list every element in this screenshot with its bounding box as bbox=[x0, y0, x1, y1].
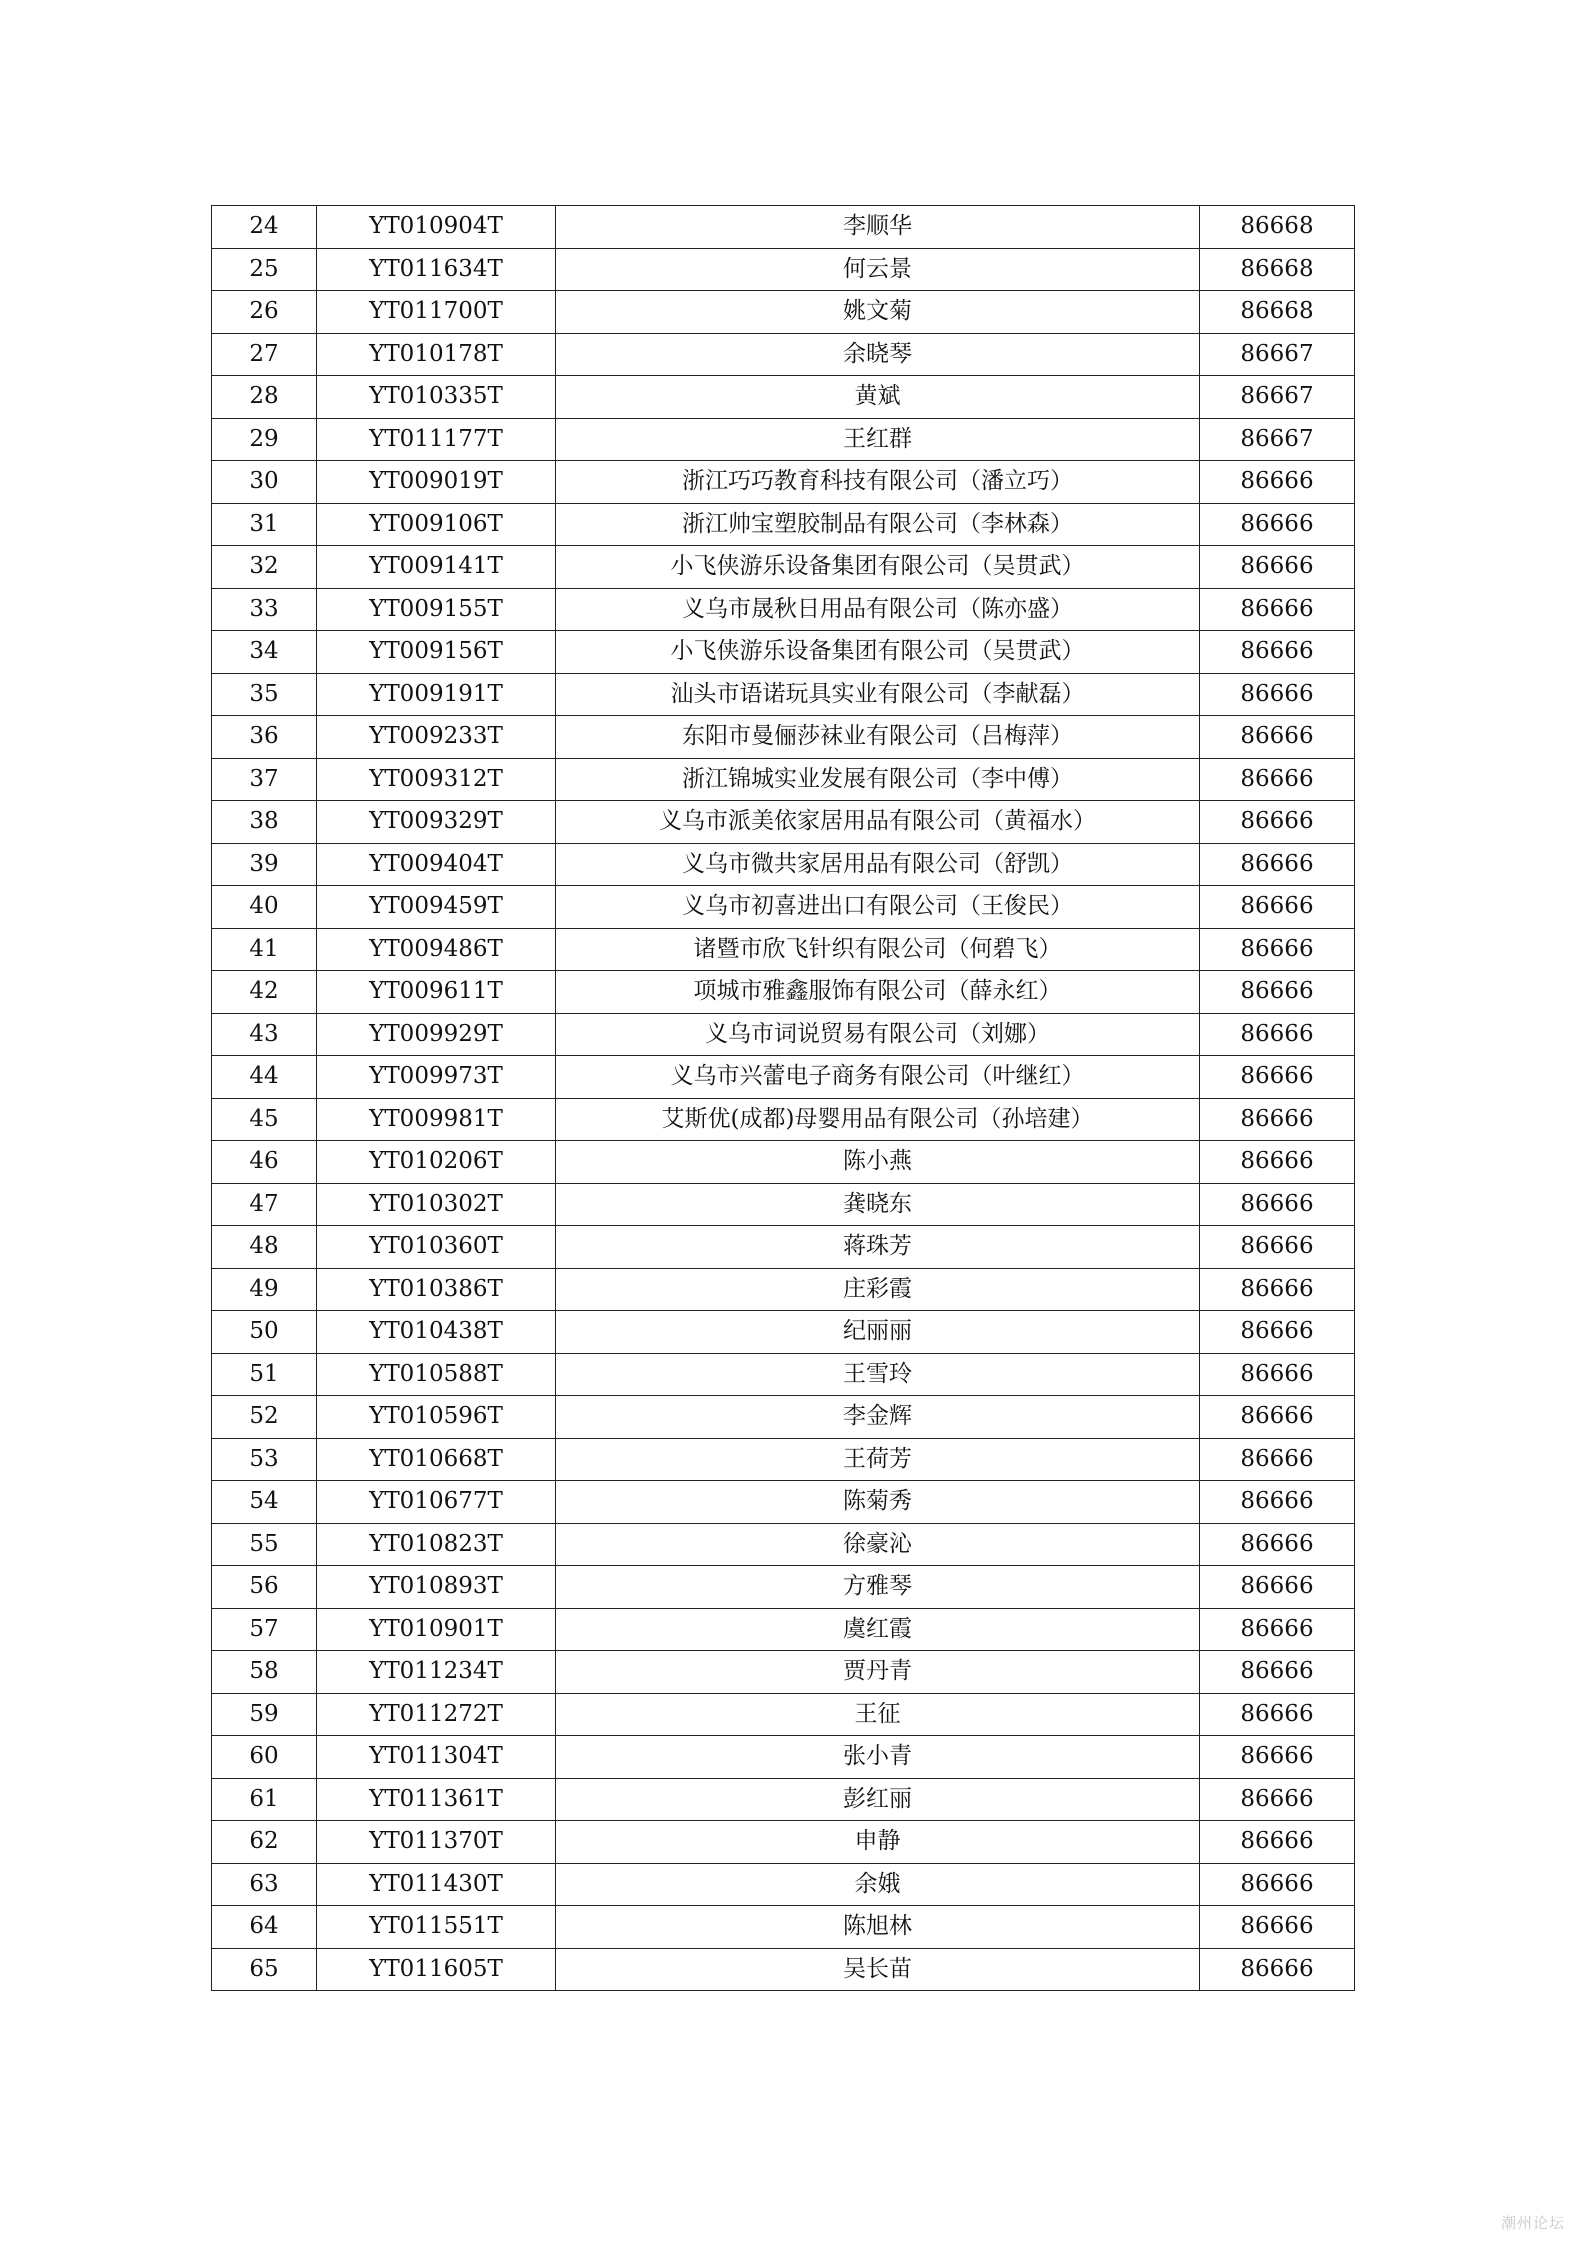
score-cell: 86666 bbox=[1200, 1438, 1355, 1481]
score-cell: 86666 bbox=[1200, 588, 1355, 631]
row-number-cell: 26 bbox=[212, 291, 317, 334]
table-row bbox=[212, 886, 1355, 929]
entry-code-cell: YT010893T bbox=[317, 1566, 556, 1609]
score-cell: 86666 bbox=[1200, 546, 1355, 589]
score-cell: 86666 bbox=[1200, 1353, 1355, 1396]
table-row bbox=[212, 1098, 1355, 1141]
entry-name-cell: 吴长苗 bbox=[556, 1948, 1200, 1991]
entry-name-cell: 义乌市晟秋日用品有限公司（陈亦盛） bbox=[556, 588, 1200, 631]
table-row bbox=[212, 291, 1355, 334]
row-number-cell: 31 bbox=[212, 503, 317, 546]
score-cell: 86667 bbox=[1200, 333, 1355, 376]
row-number-cell: 52 bbox=[212, 1396, 317, 1439]
score-cell: 86666 bbox=[1200, 631, 1355, 674]
row-number-cell: 24 bbox=[212, 206, 317, 249]
row-number-cell: 48 bbox=[212, 1226, 317, 1269]
entry-name-cell: 李金辉 bbox=[556, 1396, 1200, 1439]
entry-name-cell: 项城市雅鑫服饰有限公司（薛永红） bbox=[556, 971, 1200, 1014]
entry-code-cell: YT009019T bbox=[317, 461, 556, 504]
row-number-cell: 54 bbox=[212, 1481, 317, 1524]
row-number-cell: 27 bbox=[212, 333, 317, 376]
row-number-cell: 43 bbox=[212, 1013, 317, 1056]
score-cell: 86666 bbox=[1200, 886, 1355, 929]
table-row bbox=[212, 1651, 1355, 1694]
score-cell: 86666 bbox=[1200, 971, 1355, 1014]
table-row bbox=[212, 1608, 1355, 1651]
entry-name-cell: 王征 bbox=[556, 1693, 1200, 1736]
table-row bbox=[212, 673, 1355, 716]
entry-name-cell: 黄斌 bbox=[556, 376, 1200, 419]
row-number-cell: 39 bbox=[212, 843, 317, 886]
entry-code-cell: YT010596T bbox=[317, 1396, 556, 1439]
table-row bbox=[212, 971, 1355, 1014]
table-row bbox=[212, 1481, 1355, 1524]
row-number-cell: 60 bbox=[212, 1736, 317, 1779]
score-cell: 86666 bbox=[1200, 716, 1355, 759]
score-cell: 86666 bbox=[1200, 801, 1355, 844]
entry-code-cell: YT010901T bbox=[317, 1608, 556, 1651]
row-number-cell: 35 bbox=[212, 673, 317, 716]
table-row bbox=[212, 1736, 1355, 1779]
score-cell: 86666 bbox=[1200, 1056, 1355, 1099]
row-number-cell: 40 bbox=[212, 886, 317, 929]
table-row bbox=[212, 1183, 1355, 1226]
entry-name-cell: 陈小燕 bbox=[556, 1141, 1200, 1184]
table-row bbox=[212, 1226, 1355, 1269]
table-row bbox=[212, 758, 1355, 801]
entry-code-cell: YT009233T bbox=[317, 716, 556, 759]
row-number-cell: 49 bbox=[212, 1268, 317, 1311]
score-cell: 86666 bbox=[1200, 1098, 1355, 1141]
row-number-cell: 58 bbox=[212, 1651, 317, 1694]
score-cell: 86666 bbox=[1200, 1523, 1355, 1566]
entry-code-cell: YT009486T bbox=[317, 928, 556, 971]
score-cell: 86666 bbox=[1200, 673, 1355, 716]
entry-name-cell: 余晓琴 bbox=[556, 333, 1200, 376]
entry-code-cell: YT011700T bbox=[317, 291, 556, 334]
row-number-cell: 57 bbox=[212, 1608, 317, 1651]
entry-name-cell: 贾丹青 bbox=[556, 1651, 1200, 1694]
entry-name-cell: 陈旭林 bbox=[556, 1906, 1200, 1949]
table-row bbox=[212, 1056, 1355, 1099]
score-cell: 86668 bbox=[1200, 206, 1355, 249]
row-number-cell: 46 bbox=[212, 1141, 317, 1184]
entry-code-cell: YT009459T bbox=[317, 886, 556, 929]
entry-code-cell: YT010668T bbox=[317, 1438, 556, 1481]
score-cell: 86666 bbox=[1200, 1141, 1355, 1184]
table-row bbox=[212, 843, 1355, 886]
entry-name-cell: 庄彩霞 bbox=[556, 1268, 1200, 1311]
score-cell: 86666 bbox=[1200, 1906, 1355, 1949]
entry-name-cell: 方雅琴 bbox=[556, 1566, 1200, 1609]
table-row bbox=[212, 1693, 1355, 1736]
row-number-cell: 62 bbox=[212, 1821, 317, 1864]
entry-name-cell: 蒋珠芳 bbox=[556, 1226, 1200, 1269]
score-cell: 86666 bbox=[1200, 1013, 1355, 1056]
row-number-cell: 61 bbox=[212, 1778, 317, 1821]
table-row bbox=[212, 1906, 1355, 1949]
entry-code-cell: YT009156T bbox=[317, 631, 556, 674]
entry-code-cell: YT009981T bbox=[317, 1098, 556, 1141]
row-number-cell: 28 bbox=[212, 376, 317, 419]
entry-code-cell: YT011370T bbox=[317, 1821, 556, 1864]
entry-code-cell: YT011177T bbox=[317, 418, 556, 461]
entry-code-cell: YT010823T bbox=[317, 1523, 556, 1566]
table-row bbox=[212, 716, 1355, 759]
table-row bbox=[212, 1268, 1355, 1311]
entry-code-cell: YT009611T bbox=[317, 971, 556, 1014]
entry-code-cell: YT009929T bbox=[317, 1013, 556, 1056]
table-row bbox=[212, 928, 1355, 971]
table-row bbox=[212, 418, 1355, 461]
row-number-cell: 44 bbox=[212, 1056, 317, 1099]
entry-name-cell: 王荷芳 bbox=[556, 1438, 1200, 1481]
table-row bbox=[212, 1311, 1355, 1354]
table-row bbox=[212, 1948, 1355, 1991]
score-cell: 86666 bbox=[1200, 1566, 1355, 1609]
row-number-cell: 30 bbox=[212, 461, 317, 504]
row-number-cell: 25 bbox=[212, 248, 317, 291]
row-number-cell: 45 bbox=[212, 1098, 317, 1141]
entry-name-cell: 余娥 bbox=[556, 1863, 1200, 1906]
entry-code-cell: YT011234T bbox=[317, 1651, 556, 1694]
entry-code-cell: YT009155T bbox=[317, 588, 556, 631]
score-cell: 86668 bbox=[1200, 248, 1355, 291]
score-cell: 86666 bbox=[1200, 1481, 1355, 1524]
entry-name-cell: 何云景 bbox=[556, 248, 1200, 291]
entry-name-cell: 虞红霞 bbox=[556, 1608, 1200, 1651]
table-row bbox=[212, 248, 1355, 291]
table-row bbox=[212, 1523, 1355, 1566]
row-number-cell: 56 bbox=[212, 1566, 317, 1609]
score-cell: 86666 bbox=[1200, 1778, 1355, 1821]
entry-name-cell: 李顺华 bbox=[556, 206, 1200, 249]
table-row bbox=[212, 546, 1355, 589]
results-table bbox=[211, 205, 1355, 1991]
entry-name-cell: 小飞侠游乐设备集团有限公司（吴贯武） bbox=[556, 631, 1200, 674]
table-row bbox=[212, 631, 1355, 674]
table-row bbox=[212, 1863, 1355, 1906]
entry-code-cell: YT009191T bbox=[317, 673, 556, 716]
score-cell: 86666 bbox=[1200, 1736, 1355, 1779]
entry-name-cell: 艾斯优(成都)母婴用品有限公司（孙培建） bbox=[556, 1098, 1200, 1141]
entry-code-cell: YT009404T bbox=[317, 843, 556, 886]
table-row bbox=[212, 503, 1355, 546]
entry-name-cell: 义乌市词说贸易有限公司（刘娜） bbox=[556, 1013, 1200, 1056]
entry-name-cell: 纪丽丽 bbox=[556, 1311, 1200, 1354]
score-cell: 86666 bbox=[1200, 758, 1355, 801]
row-number-cell: 64 bbox=[212, 1906, 317, 1949]
row-number-cell: 47 bbox=[212, 1183, 317, 1226]
entry-code-cell: YT010386T bbox=[317, 1268, 556, 1311]
entry-code-cell: YT010588T bbox=[317, 1353, 556, 1396]
score-cell: 86667 bbox=[1200, 376, 1355, 419]
entry-code-cell: YT011551T bbox=[317, 1906, 556, 1949]
row-number-cell: 42 bbox=[212, 971, 317, 1014]
row-number-cell: 38 bbox=[212, 801, 317, 844]
table-row bbox=[212, 206, 1355, 249]
entry-code-cell: YT009329T bbox=[317, 801, 556, 844]
entry-name-cell: 东阳市曼俪莎袜业有限公司（吕梅萍） bbox=[556, 716, 1200, 759]
table-row bbox=[212, 376, 1355, 419]
table-row bbox=[212, 1821, 1355, 1864]
entry-code-cell: YT011634T bbox=[317, 248, 556, 291]
table-row bbox=[212, 1438, 1355, 1481]
row-number-cell: 65 bbox=[212, 1948, 317, 1991]
entry-name-cell: 姚文菊 bbox=[556, 291, 1200, 334]
row-number-cell: 33 bbox=[212, 588, 317, 631]
entry-code-cell: YT011361T bbox=[317, 1778, 556, 1821]
results-table-body bbox=[212, 206, 1355, 1991]
table-row bbox=[212, 1353, 1355, 1396]
entry-name-cell: 徐豪沁 bbox=[556, 1523, 1200, 1566]
entry-code-cell: YT010335T bbox=[317, 376, 556, 419]
table-row bbox=[212, 461, 1355, 504]
entry-name-cell: 义乌市微共家居用品有限公司（舒凯） bbox=[556, 843, 1200, 886]
site-watermark: 潮州论坛 bbox=[1500, 2214, 1565, 2232]
score-cell: 86668 bbox=[1200, 291, 1355, 334]
entry-name-cell: 浙江巧巧教育科技有限公司（潘立巧） bbox=[556, 461, 1200, 504]
entry-name-cell: 诸暨市欣飞针织有限公司（何碧飞） bbox=[556, 928, 1200, 971]
score-cell: 86666 bbox=[1200, 1268, 1355, 1311]
row-number-cell: 29 bbox=[212, 418, 317, 461]
entry-code-cell: YT009106T bbox=[317, 503, 556, 546]
entry-code-cell: YT009973T bbox=[317, 1056, 556, 1099]
table-row bbox=[212, 588, 1355, 631]
entry-code-cell: YT009312T bbox=[317, 758, 556, 801]
score-cell: 86666 bbox=[1200, 1311, 1355, 1354]
row-number-cell: 63 bbox=[212, 1863, 317, 1906]
table-row bbox=[212, 801, 1355, 844]
entry-name-cell: 义乌市初喜进出口有限公司（王俊民） bbox=[556, 886, 1200, 929]
entry-code-cell: YT010677T bbox=[317, 1481, 556, 1524]
entry-name-cell: 王雪玲 bbox=[556, 1353, 1200, 1396]
entry-name-cell: 彭红丽 bbox=[556, 1778, 1200, 1821]
table-row bbox=[212, 1396, 1355, 1439]
score-cell: 86666 bbox=[1200, 1608, 1355, 1651]
entry-code-cell: YT010360T bbox=[317, 1226, 556, 1269]
entry-code-cell: YT010438T bbox=[317, 1311, 556, 1354]
entry-name-cell: 小飞侠游乐设备集团有限公司（吴贯武） bbox=[556, 546, 1200, 589]
entry-name-cell: 义乌市兴蕾电子商务有限公司（叶继红） bbox=[556, 1056, 1200, 1099]
table-row bbox=[212, 1566, 1355, 1609]
entry-code-cell: YT010302T bbox=[317, 1183, 556, 1226]
entry-name-cell: 申静 bbox=[556, 1821, 1200, 1864]
row-number-cell: 55 bbox=[212, 1523, 317, 1566]
score-cell: 86667 bbox=[1200, 418, 1355, 461]
row-number-cell: 32 bbox=[212, 546, 317, 589]
entry-code-cell: YT010178T bbox=[317, 333, 556, 376]
score-cell: 86666 bbox=[1200, 1821, 1355, 1864]
table-row bbox=[212, 1141, 1355, 1184]
entry-name-cell: 浙江锦城实业发展有限公司（李中傅） bbox=[556, 758, 1200, 801]
entry-code-cell: YT010904T bbox=[317, 206, 556, 249]
table-row bbox=[212, 333, 1355, 376]
entry-name-cell: 王红群 bbox=[556, 418, 1200, 461]
score-cell: 86666 bbox=[1200, 928, 1355, 971]
entry-code-cell: YT011304T bbox=[317, 1736, 556, 1779]
table-row bbox=[212, 1778, 1355, 1821]
score-cell: 86666 bbox=[1200, 1396, 1355, 1439]
entry-code-cell: YT011272T bbox=[317, 1693, 556, 1736]
score-cell: 86666 bbox=[1200, 1863, 1355, 1906]
row-number-cell: 59 bbox=[212, 1693, 317, 1736]
row-number-cell: 34 bbox=[212, 631, 317, 674]
entry-name-cell: 张小青 bbox=[556, 1736, 1200, 1779]
score-cell: 86666 bbox=[1200, 461, 1355, 504]
table-row bbox=[212, 1013, 1355, 1056]
score-cell: 86666 bbox=[1200, 1226, 1355, 1269]
entry-name-cell: 浙江帅宝塑胶制品有限公司（李林森） bbox=[556, 503, 1200, 546]
score-cell: 86666 bbox=[1200, 1651, 1355, 1694]
score-cell: 86666 bbox=[1200, 503, 1355, 546]
score-cell: 86666 bbox=[1200, 1693, 1355, 1736]
row-number-cell: 41 bbox=[212, 928, 317, 971]
entry-name-cell: 汕头市语诺玩具实业有限公司（李献磊） bbox=[556, 673, 1200, 716]
row-number-cell: 37 bbox=[212, 758, 317, 801]
entry-code-cell: YT011605T bbox=[317, 1948, 556, 1991]
entry-code-cell: YT011430T bbox=[317, 1863, 556, 1906]
score-cell: 86666 bbox=[1200, 1183, 1355, 1226]
entry-code-cell: YT009141T bbox=[317, 546, 556, 589]
entry-code-cell: YT010206T bbox=[317, 1141, 556, 1184]
score-cell: 86666 bbox=[1200, 843, 1355, 886]
row-number-cell: 36 bbox=[212, 716, 317, 759]
row-number-cell: 53 bbox=[212, 1438, 317, 1481]
entry-name-cell: 陈菊秀 bbox=[556, 1481, 1200, 1524]
entry-name-cell: 义乌市派美依家居用品有限公司（黄福水） bbox=[556, 801, 1200, 844]
row-number-cell: 50 bbox=[212, 1311, 317, 1354]
score-cell: 86666 bbox=[1200, 1948, 1355, 1991]
entry-name-cell: 龚晓东 bbox=[556, 1183, 1200, 1226]
row-number-cell: 51 bbox=[212, 1353, 317, 1396]
